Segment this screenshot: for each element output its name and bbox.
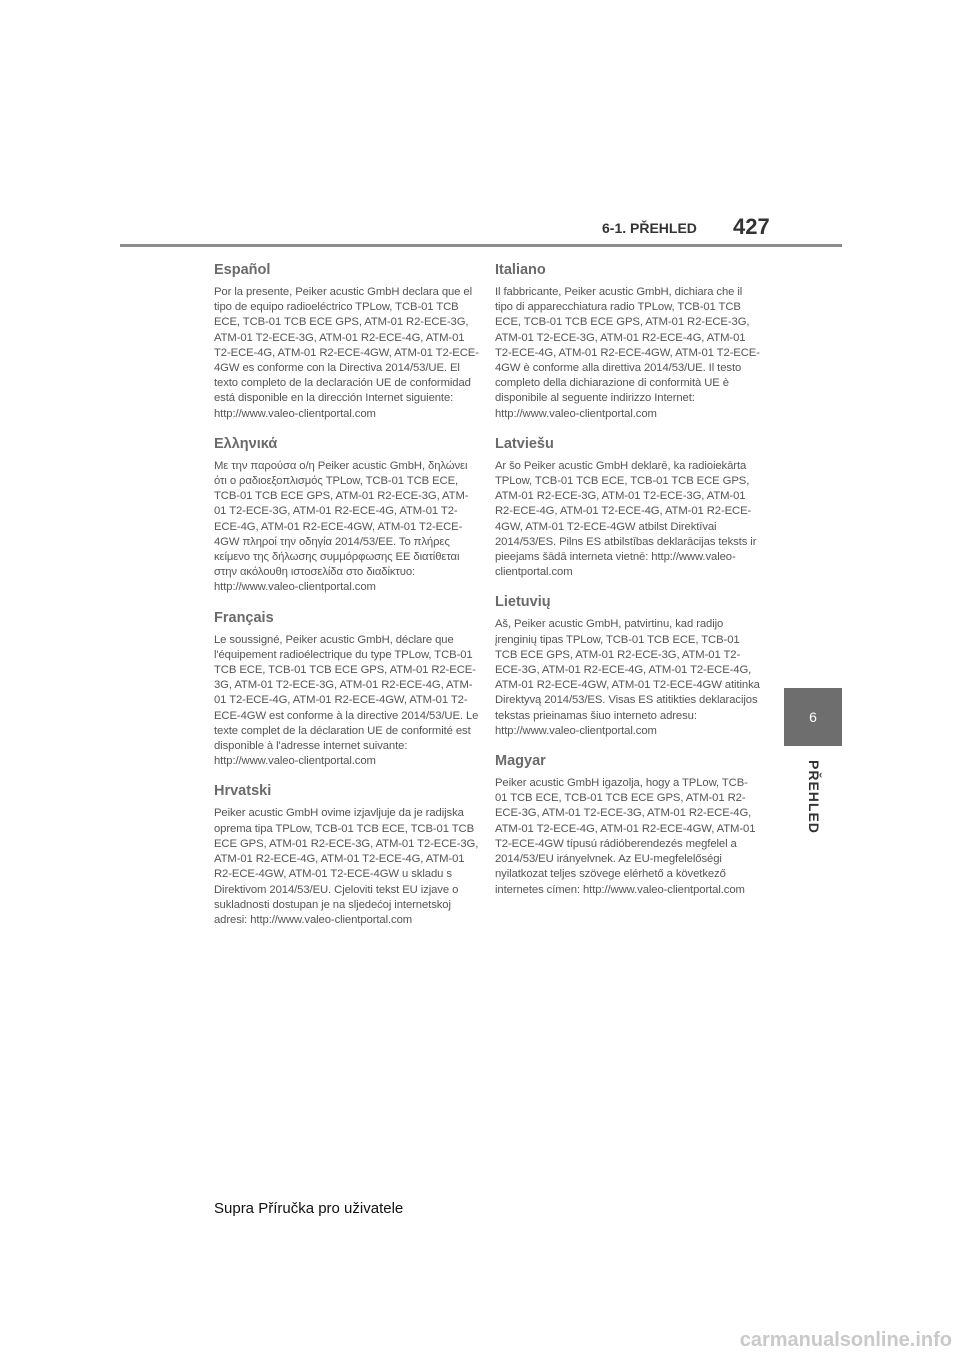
section-text: Με την παρούσα ο/η Peiker acustic GmbH, δηλώνει ότι ο ραδιοεξοπλισμός TPLow, TCB-01 TCB ECE, TCB-01 TCB ECE GPS, ATM-01 R2-ECE-3G, ATM-01 T2-ECE-3G, ATM-01 R2-ECE-4G, ATM-01 T2-ECE-4G, ATM-01 R2-ECE-4GW, ATM-01 T2-ECE-4GW πληροί την οδηγία 2014/53/ΕΕ. Το πλήρες κείμενο της δήλωσης συμμόρφωσης ΕΕ διατίθεται στην ακόλουθη ιστοσελίδα στο διαδίκτυο: http://www.valeo-clientportal.com	[214, 459, 469, 594]
section-text: Il fabbricante, Peiker acustic GmbH, dichiara che il tipo di apparecchiatura radio TPLow, TCB-01 TCB ECE, TCB-01 TCB ECE GPS, ATM-01 R2-ECE-3G, ATM-01 T2-ECE-3G, ATM-01 R2-ECE-4G, ATM-01 T2-ECE-4G, ATM-01 R2-ECE-4GW, ATM-01 T2-ECE-4GW è conforme alla direttiva 2014/53/UE. Il testo completo della dichiarazione di conformità UE è disponibile al seguente indirizzo Internet: http://www.valeo-clientportal.com	[495, 286, 760, 420]
section-francais	[214, 610, 479, 770]
section-text: Ar šo Peiker acustic GmbH deklarē, ka radioiekārta TPLow, TCB-01 TCB ECE, TCB-01 TCB ECE GPS, ATM-01 R2-ECE-3G, ATM-01 T2-ECE-3G, ATM-01 R2-ECE-4G, ATM-01 T2-ECE-4G, ATM-01 R2-ECE-4GW, ATM-01 T2-ECE-4GW atbilst Direktīvai 2014/53/ES. Pilns ES atbilstības deklarācijas teksts ir pieejams šādā interneta vietnē: http://www.valeo-clientportal.com	[495, 459, 757, 579]
section-espanol	[214, 262, 479, 422]
section-text: Le soussigné, Peiker acustic GmbH, déclare que l'équipement radioélectrique du type TPLow, TCB-01 TCB ECE, TCB-01 TCB ECE GPS, ATM-01 R2-ECE-3G, ATM-01 T2-ECE-3G, ATM-01 R2-ECE-4G, ATM-01 T2-ECE-4G, ATM-01 R2-ECE-4GW, ATM-01 T2-ECE-4GW est conforme à la directive 2014/53/UE. Le texte complet de la déclaration UE de conformité est disponible à l'adresse internet suivante: http://www.valeo-clientportal.com	[214, 633, 479, 768]
section-lietuviu	[495, 594, 760, 739]
section-text: Peiker acustic GmbH igazolja, hogy a TPLow, TCB-01 TCB ECE, TCB-01 TCB ECE GPS, ATM-01 R2-ECE-3G, ATM-01 T2-ECE-3G, ATM-01 R2-ECE-4G, ATM-01 T2-ECE-4G, ATM-01 R2-ECE-4GW, ATM-01 T2-ECE-4GW típusú rádióberendezés megfelel a 2014/53/EU irányelvnek. Az EU-megfelelőségi nyilatkozat teljes szövege elérhető a következő internetes címen: http://www.valeo-clientportal.com	[495, 777, 756, 896]
section-latviesu	[495, 436, 760, 581]
section-text: Peiker acustic GmbH ovime izjavljuje da je radijska oprema tipa TPLow, TCB-01 TCB ECE, TCB-01 TCB ECE GPS, ATM-01 R2-ECE-3G, ATM-01 T2-ECE-3G, ATM-01 R2-ECE-4G, ATM-01 T2-ECE-4G, ATM-01 R2-ECE-4GW, ATM-01 T2-ECE-4GW u skladu s Direktivom 2014/53/EU. Cjeloviti tekst EU izjave o sukladnosti dostupan je na sljedećoj internetskoj adresi: http://www.valeo-clientportal.com	[214, 807, 479, 926]
section-title: Italiano	[495, 262, 546, 278]
chapter-number: 6	[809, 709, 817, 725]
manual-title-footer: Supra Příručka pro uživatele	[214, 1200, 404, 1217]
chapter-tab	[784, 688, 842, 746]
section-greek	[214, 436, 479, 596]
section-heading: 6-1. PŘEHLED	[602, 220, 697, 236]
section-italiano	[495, 262, 760, 422]
section-title: Ελληνικά	[214, 435, 278, 452]
section-hrvatski	[214, 783, 479, 928]
section-title: Magyar	[495, 753, 546, 770]
section-title: Hrvatski	[214, 783, 272, 800]
section-title: Español	[214, 262, 271, 278]
right-column	[495, 262, 760, 912]
section-text: Aš, Peiker acustic GmbH, patvirtinu, kad radijo įrenginių tipas TPLow, TCB-01 TCB ECE, TCB-01 TCB ECE GPS, ATM-01 R2-ECE-3G, ATM-01 T2-ECE-3G, ATM-01 R2-ECE-4G, ATM-01 T2-ECE-4G, ATM-01 R2-ECE-4GW, ATM-01 T2-ECE-4GW atitinka Direktyvą 2014/53/ES. Visas ES atitikties deklaracijos tekstas prieinamas šiuo interneto adresu: http://www.valeo-clientportal.com	[495, 618, 760, 737]
chapter-tab-label: PŘEHLED	[806, 760, 822, 834]
header-divider	[120, 244, 842, 247]
section-title: Latviešu	[495, 435, 554, 452]
section-text: Por la presente, Peiker acustic GmbH declara que el tipo de equipo radioeléctrico TPLow, TCB-01 TCB ECE, TCB-01 TCB ECE GPS, ATM-01 R2-ECE-3G, ATM-01 T2-ECE-3G, ATM-01 R2-ECE-4G, ATM-01 T2-ECE-4G, ATM-01 R2-ECE-4GW, ATM-01 T2-ECE-4GW es conforme con la Directiva 2014/53/UE. El texto completo de la declaración UE de conformidad está disponible en la dirección Internet siguiente: http://www.valeo-clientportal.com	[214, 286, 479, 420]
page-number: 427	[733, 214, 770, 239]
watermark: carmanualsonline.info	[739, 1329, 952, 1351]
section-magyar	[495, 753, 760, 898]
section-title: Lietuvių	[495, 594, 551, 611]
left-column	[214, 262, 479, 942]
section-title: Français	[214, 609, 274, 626]
